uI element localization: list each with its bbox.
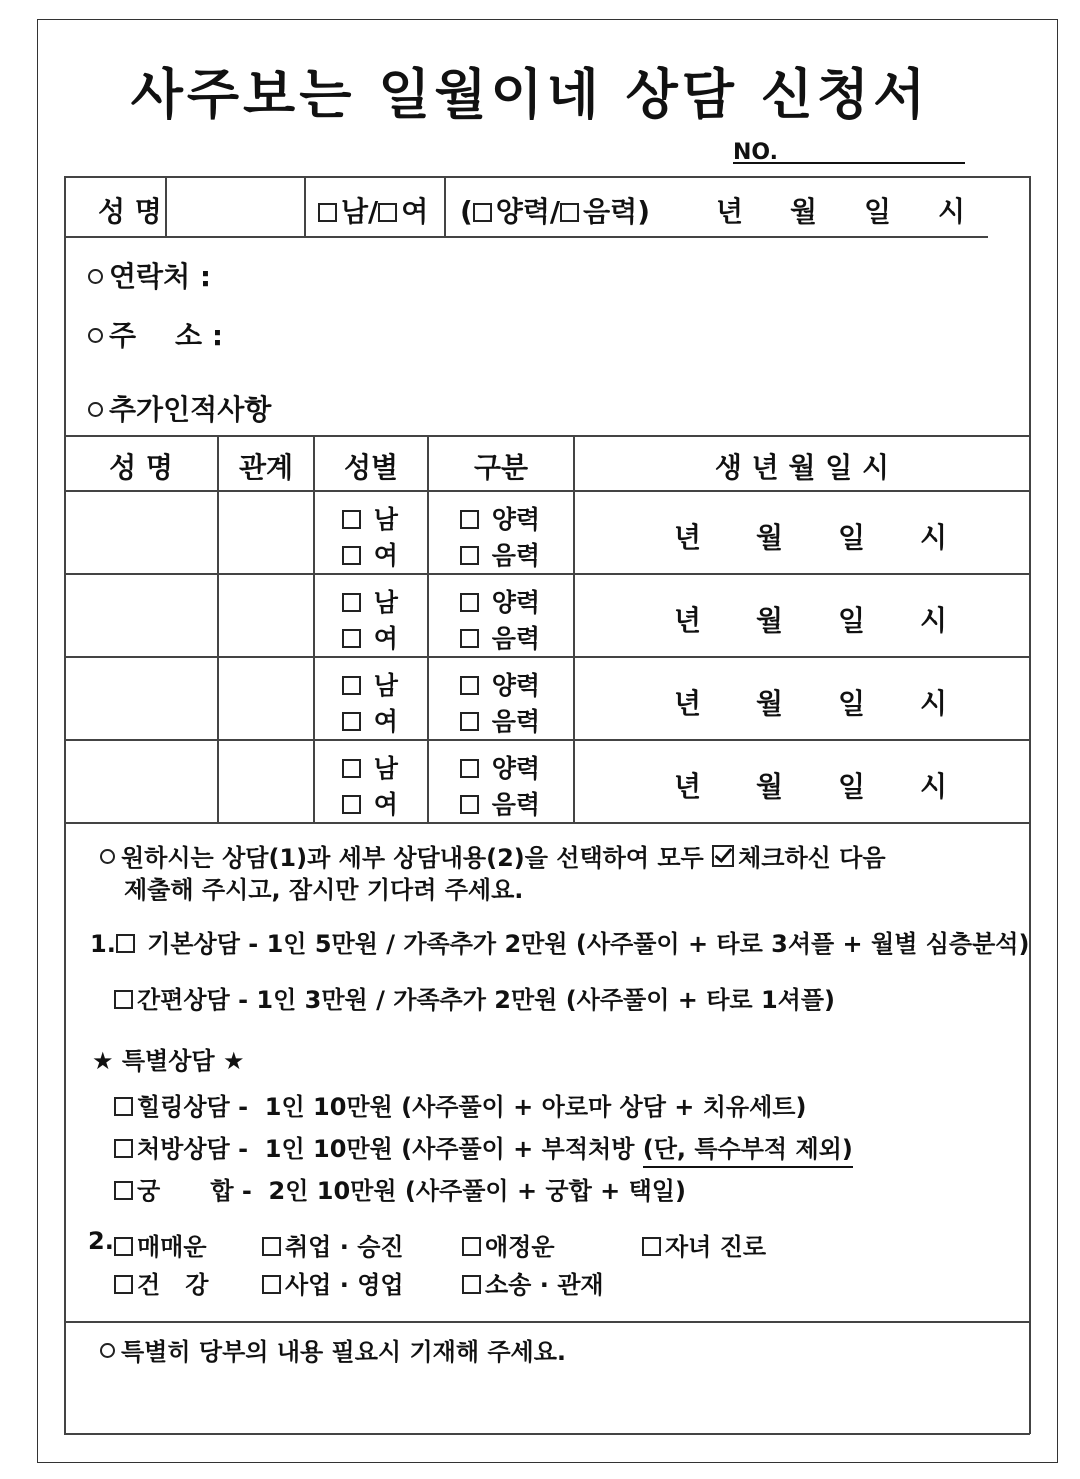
lunar-checkbox[interactable] (460, 546, 479, 565)
bullet-circle-icon (88, 269, 103, 284)
solar-label: 양력/ (495, 195, 561, 228)
option-lawsuit[interactable]: 소송 · 관재 (462, 1265, 604, 1300)
instructions-line1: 원하시는 상담(1)과 세부 상담내용(2)을 선택하여 모두 체크하신 다음 (100, 838, 886, 873)
female-checkbox[interactable] (342, 546, 361, 565)
phone-label: 연락처 : (88, 255, 211, 295)
row-solar-option[interactable]: 양력 (460, 666, 540, 702)
option-healing[interactable]: 힐링상담 - 1인 10만원 (사주풀이 + 아로마 상담 + 치유세트) (114, 1087, 806, 1122)
header-calendar: 구분 (473, 451, 529, 484)
row-month-label: 월 (756, 687, 784, 720)
option-career[interactable]: 취업 · 승진 (262, 1227, 404, 1262)
family-table-top (64, 435, 1030, 437)
male-label: 남/ (341, 195, 379, 228)
male-checkbox[interactable] (342, 676, 361, 695)
lunar-checkbox[interactable] (460, 712, 479, 731)
prescription-checkbox[interactable] (114, 1139, 133, 1158)
lunar-checkbox[interactable] (560, 203, 579, 222)
row-hour-label: 시 (920, 770, 948, 803)
applicant-name-label: 성 명 (98, 195, 162, 228)
simple-checkbox[interactable] (114, 990, 133, 1009)
calendar-paren: ( (460, 195, 473, 228)
family-col-line (313, 435, 315, 823)
row-hour-label: 시 (920, 687, 948, 720)
row-day-label: 일 (838, 604, 866, 637)
note-divider (64, 1321, 1030, 1323)
applicant-month-label: 월 (790, 195, 818, 228)
options2-prefix: 2. (88, 1227, 114, 1255)
note-field[interactable] (80, 1370, 1010, 1426)
row-month-label: 월 (756, 770, 784, 803)
note-label: 특별히 당부의 내용 필요시 기재해 주세요. (100, 1332, 566, 1367)
header-relation: 관계 (238, 451, 294, 484)
header-gender: 성별 (343, 451, 399, 484)
table-left-border (64, 176, 66, 1434)
row-year-label: 년 (674, 604, 702, 637)
row-year-label: 년 (674, 770, 702, 803)
family-row-divider (64, 573, 1030, 575)
applicant-hour-label: 시 (938, 195, 966, 228)
lunar-checkbox[interactable] (460, 629, 479, 648)
table-bottom-border (64, 1433, 1030, 1435)
female-checkbox[interactable] (378, 203, 397, 222)
option-love[interactable]: 애정운 (462, 1227, 555, 1262)
row-male-option[interactable]: 남 (342, 583, 398, 619)
solar-checkbox[interactable] (460, 510, 479, 529)
lawsuit-checkbox[interactable] (462, 1275, 481, 1294)
applicant-year-label: 년 (716, 195, 744, 228)
row-month-label: 월 (756, 604, 784, 637)
solar-checkbox[interactable] (473, 203, 492, 222)
phone-field[interactable] (230, 252, 1010, 292)
row-female-option[interactable]: 여 (342, 536, 398, 572)
option-children[interactable]: 자녀 진로 (642, 1227, 766, 1262)
address-label: 주 소 : (88, 314, 223, 354)
male-checkbox[interactable] (342, 510, 361, 529)
lunar-label: 음력) (583, 195, 651, 228)
form-number-field[interactable] (733, 162, 965, 164)
address-field[interactable] (230, 310, 1010, 350)
row-female-option[interactable]: 여 (342, 785, 398, 821)
row-hour-label: 시 (920, 521, 948, 554)
header-birth: 생 년 월 일 시 (714, 451, 890, 484)
applicant-col-line (165, 176, 167, 237)
applicant-row-divider (64, 236, 988, 238)
family-col-line (427, 435, 429, 823)
applicant-day-label: 일 (864, 195, 892, 228)
family-header-divider (64, 490, 1030, 492)
row-lunar-option[interactable]: 음력 (460, 619, 540, 655)
row-male-option[interactable]: 남 (342, 500, 398, 536)
bullet-circle-icon (100, 849, 115, 864)
female-label: 여 (401, 195, 429, 228)
compatibility-checkbox[interactable] (114, 1181, 133, 1200)
male-checkbox[interactable] (318, 203, 337, 222)
female-checkbox[interactable] (342, 629, 361, 648)
table-right-border (1029, 176, 1031, 1434)
option-business[interactable]: 사업 · 영업 (262, 1265, 404, 1300)
row-hour-label: 시 (920, 604, 948, 637)
option-health[interactable]: 건 강 (114, 1265, 208, 1300)
row-female-option[interactable]: 여 (342, 619, 398, 655)
row-female-option[interactable]: 여 (342, 702, 398, 738)
option-prescription[interactable]: 처방상담 - 1인 10만원 (사주풀이 + 부적처방 (단, 특수부적 제외) (114, 1129, 853, 1164)
wealth-checkbox[interactable] (114, 1237, 133, 1256)
row-year-label: 년 (674, 521, 702, 554)
health-checkbox[interactable] (114, 1275, 133, 1294)
form-title: 사주보는 일월이네 상담 신청서 (130, 63, 930, 126)
female-checkbox[interactable] (342, 795, 361, 814)
love-checkbox[interactable] (462, 1237, 481, 1256)
special-heading: ★ 특별상담 ★ (92, 1047, 245, 1075)
bullet-circle-icon (100, 1343, 115, 1358)
bullet-circle-icon (88, 328, 103, 343)
row-day-label: 일 (838, 521, 866, 554)
family-table-bottom (64, 822, 1030, 824)
career-checkbox[interactable] (262, 1237, 281, 1256)
row-month-label: 월 (756, 521, 784, 554)
form-number-label: NO. (733, 140, 778, 165)
solar-checkbox[interactable] (460, 676, 479, 695)
applicant-col-line (444, 176, 446, 237)
business-checkbox[interactable] (262, 1275, 281, 1294)
applicant-col-line (304, 176, 306, 237)
row-solar-option[interactable]: 양력 (460, 500, 540, 536)
male-checkbox[interactable] (342, 759, 361, 778)
applicant-gender-group (318, 190, 428, 230)
male-checkbox[interactable] (342, 593, 361, 612)
checked-box-icon (712, 845, 734, 867)
option-compatibility[interactable]: 궁 합 - 2인 10만원 (사주풀이 + 궁합 + 택일) (114, 1171, 686, 1206)
row-solar-option[interactable]: 양력 (460, 583, 540, 619)
option-basic[interactable]: 1. 기본상담 - 1인 5만원 / 가족추가 2만원 (사주풀이 + 타로 3셔플 + 월별 심층분석) (90, 930, 1030, 958)
children-checkbox[interactable] (642, 1237, 661, 1256)
row-male-option[interactable]: 남 (342, 666, 398, 702)
row-solar-option[interactable]: 양력 (460, 749, 540, 785)
family-col-line (217, 435, 219, 823)
option-simple[interactable]: 간편상담 - 1인 3만원 / 가족추가 2만원 (사주풀이 + 타로 1셔플) (114, 980, 835, 1015)
extra-info-label: 추가인적사항 (88, 388, 271, 428)
row-male-option[interactable]: 남 (342, 749, 398, 785)
family-row-divider (64, 656, 1030, 658)
applicant-calendar-group (460, 190, 650, 230)
lunar-checkbox[interactable] (460, 795, 479, 814)
prescription-note: (단, 특수부적 제외) (643, 1135, 853, 1168)
row-year-label: 년 (674, 687, 702, 720)
female-checkbox[interactable] (342, 712, 361, 731)
basic-checkbox[interactable] (116, 934, 135, 953)
bullet-circle-icon (88, 402, 103, 417)
row-day-label: 일 (838, 770, 866, 803)
family-row-divider (64, 739, 1030, 741)
healing-checkbox[interactable] (114, 1097, 133, 1116)
solar-checkbox[interactable] (460, 759, 479, 778)
option-wealth[interactable]: 매매운 (114, 1227, 207, 1262)
family-col-line (573, 435, 575, 823)
table-top-border (64, 176, 1030, 178)
row-lunar-option[interactable]: 음력 (460, 785, 540, 821)
row-lunar-option[interactable]: 음력 (460, 702, 540, 738)
applicant-name-field[interactable] (170, 180, 300, 232)
row-day-label: 일 (838, 687, 866, 720)
header-name: 성 명 (109, 451, 173, 484)
solar-checkbox[interactable] (460, 593, 479, 612)
row-lunar-option[interactable]: 음력 (460, 536, 540, 572)
instructions-line2: 제출해 주시고, 잠시만 기다려 주세요. (124, 876, 524, 904)
